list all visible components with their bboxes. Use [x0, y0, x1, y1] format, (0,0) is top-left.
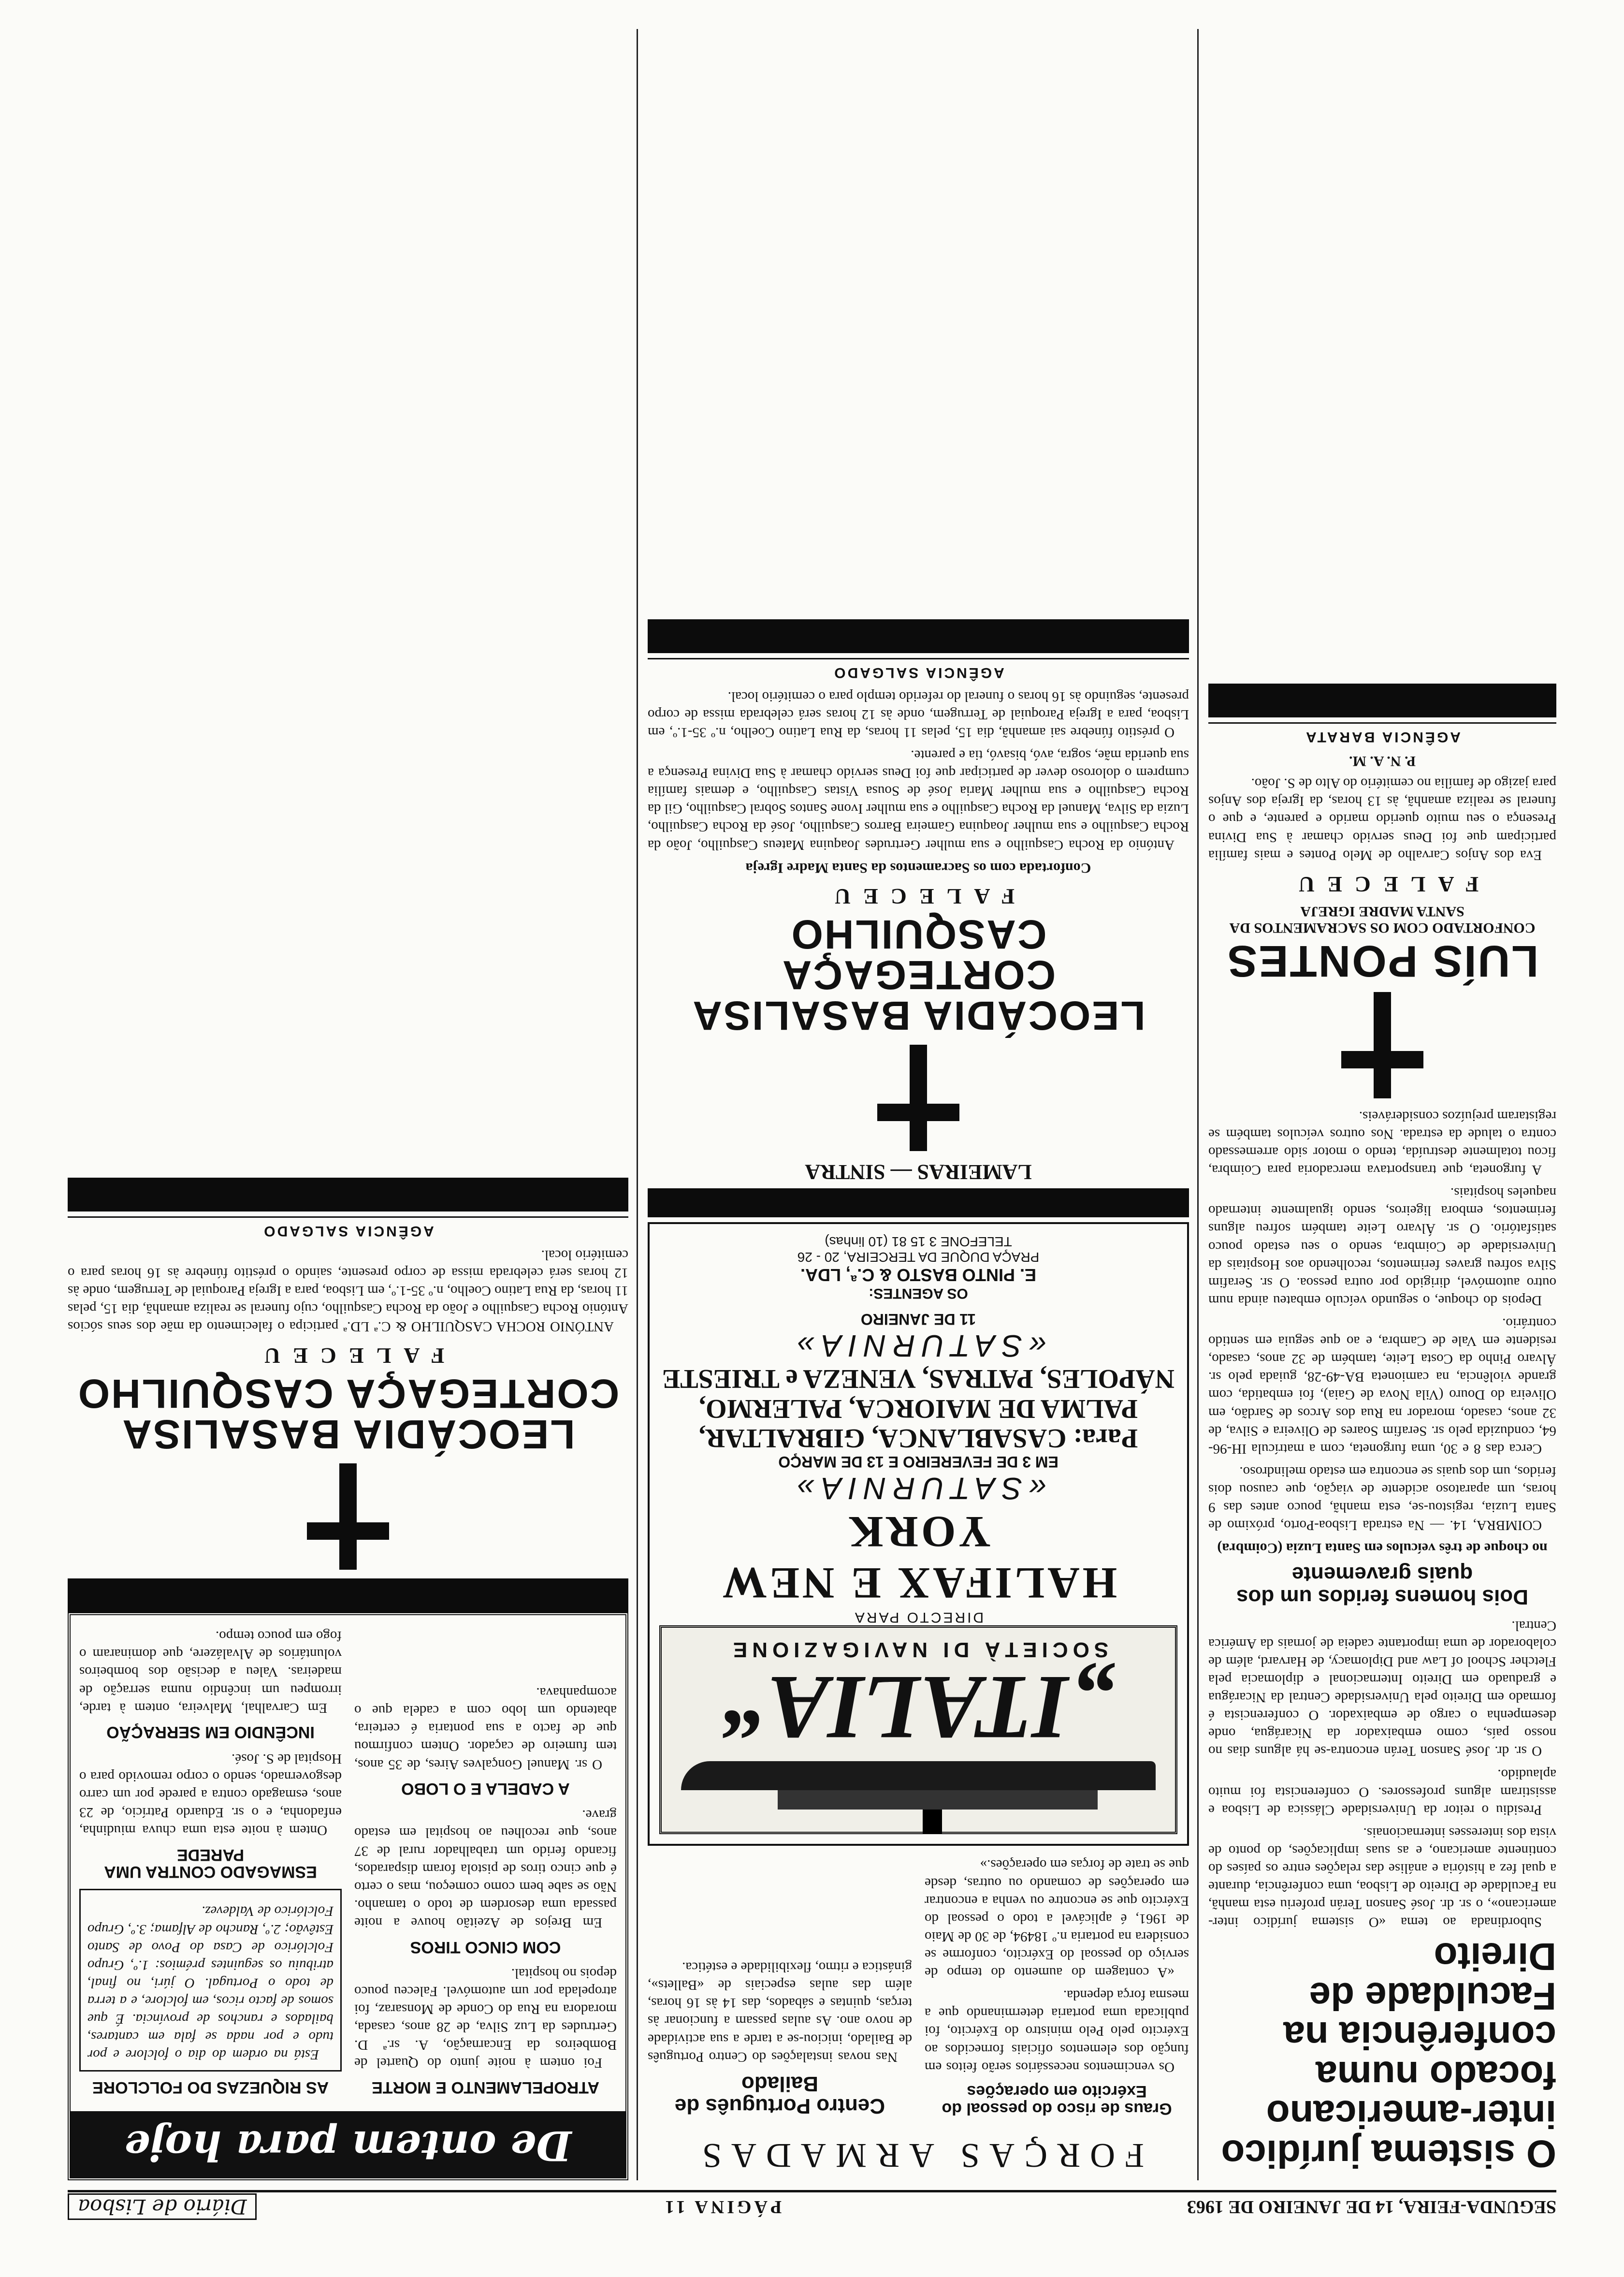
paragraph: COIMBRA, 14. — Na estrada Lisboa-Porto, próximo de Santa Luzia, registou-se, esta manhã, pouco antes das 9 horas, um aparatoso acidente de viação, que causou dois feridos, um dos quais se encontra em estado melindroso.: [1208, 1463, 1556, 1533]
ad-logo-italia: [659, 1625, 1177, 1834]
header-date: SEGUNDA-FEIRA, 14 DE JANEIRO DE 1963: [1187, 2197, 1556, 2217]
paragraph: O sr. Manuel Gonçalves Aires, de 35 anos, tem fumeiro de caçador. Ontem confirmou que de facto a sua pontaria é certeira, abatendo um lobo com a cadela que o acompanhava.: [354, 1685, 617, 1772]
ad-direct: DIRECTO PARA: [853, 1609, 984, 1626]
obituary-subtitle: Confortada com os Sacramentos da Santa Madre Igreja: [745, 860, 1091, 876]
paragraph: Depois do choque, o segundo veículo embateu ainda num outro automóvel, dirigido por outra pessoa. O sr. Serafim Silva sofreu graves ferimentos, recolhendo aos Hospitais da Universidade de Coimbra, sendo o seu estado pouco satisfatório. O sr. Álvaro Leite também sofreu alguns ferimentos, embora ligeiros, sendo igualmente internado naqueles hospitais.: [1208, 1185, 1556, 1308]
cross-icon: [307, 1463, 389, 1570]
obituary-location: LAMEIRAS — SINTRA: [805, 1160, 1032, 1184]
paragraph: Presidiu o reitor da Universidade Clássica de Lisboa e assistiram alguns professores. O conferencista foi muito aplaudido.: [1208, 1766, 1556, 1818]
paragraph: A furgoneta, que transportava mercadoria para Coimbra, ficou totalmente destruída, tendo o motor sido arremessado contra o talude da estrada. Nos outros veículos também se registaram prejuízos consideráveis.: [1208, 1108, 1556, 1178]
ad-agent-phone: TELEFONE 3 15 81 (10 linhas): [825, 1234, 1012, 1249]
obituary-subtitle: CONFORTADO COM OS SACRAMENTOS DA SANTA MADRE IGREJA: [1229, 903, 1536, 936]
roundup-banner: De ontem para hoje: [71, 2111, 625, 2177]
obituary-signature: P. N. A. M.: [1348, 753, 1416, 770]
funeral-agency: AGÊNCIA SALGADO: [68, 1216, 628, 1241]
ship-icon: [681, 1756, 1156, 1814]
section-title-armed-forces: FORÇAS ARMADAS: [692, 2136, 1145, 2175]
ad-agent-address: PRAÇA DUQUE DA TERCEIRA, 20 - 26: [797, 1249, 1040, 1265]
column-3: [68, 29, 628, 2180]
article-collision-body: [1208, 1107, 1556, 1534]
paragraph: Está na ordem do dia o folclore e por tudo e por nada se fala em cantares, bailados e ranchos de província. É que somos de facto ricos, em folclore, e a terra de todo o Portugal. O júri, no final, atribuiu os seguintes prémios: 1.º, Grupo Folclórico de Casa do Povo de Santo Estêvão; 2.º, Rancho de Alfama; 3.º, Grupo Folclórico de Valdevez.: [87, 1903, 334, 2063]
black-bar: [68, 1578, 628, 1612]
header-page-number: PÁGINA 11: [662, 2197, 782, 2217]
paragraph: «A contagem do aumento do tempo de serviço do pessoal do Exército, conforme se considera na portaria n.º 18494, de 30 de Maio de 1961, é aplicável a todo o pessoal do Exército que se encontre ou venha a encontrar em operações de comando ou outras, desde que se trate de forças em operações.»: [925, 1857, 1189, 1981]
obituary-text: António da Rocha Casquilho e sua mulher Gertrudes Joaquina Mateus Casquilho, João da Rocha Casquilho e sua mulher Joaquina Gameira Barros Casquilho, José da Rocha Casquilho, Luzia da Silva, Manuel da Rocha Casquilho e sua mulher Ivone Santos Sobral Casquilho, Gil da Rocha Casquilho e sua mulher Maria José de Sousa Vistas Casquilho, e demais família cumprem o doloroso dever de participar que foi Deus servido chamar à Sua Divina Presença a sua querida mãe, sogra, avó, bisavó, tia e parente.: [648, 747, 1189, 853]
paragraph: Cerca das 8 e 30, uma furgoneta, com a matrícula IH-96-64, conduzida pelo sr. Serafim Soares de Oliveira e Silva, de 32 anos, casado, morador na Rua dos Arcos de Sardão, em Oliveira do Douro (Vila Nova de Gaia), foi embatida, com grande violência, na camioneta BA-49-28, guiada pelo sr. Álvaro Pinho da Costa Leite, também de 32 anos, casado, residente em Vale de Cambra, e ao que seguia em sentido contrário.: [1208, 1315, 1556, 1457]
headline-esmagado: ESMAGADO CONTRA UMA PAREDE: [104, 1845, 317, 1882]
ad-logo-text: „ITALIA“: [722, 1657, 1115, 1759]
news-roundup-box: [68, 1612, 628, 2180]
column-rule: [637, 29, 638, 2180]
obituary-text: Eva dos Anjos Carvalho de Melo Pontes e mais família participam que foi Deus servido chamar à Sua Divina Presença o seu muito querido marido e parente, e que o funeral se realiza amanhã, às 13 horas, da Igreja dos Anjos para jazigo de família no cemitério do Alto de S. João.: [1208, 775, 1556, 863]
folclore-box: [79, 1889, 342, 2072]
column-rule: [1197, 29, 1199, 2180]
headline-atropelamento: ATROPELAMENTO E MORTE: [372, 2078, 599, 2097]
subheadline-collision: no choque de três veículos em Santa Luzia (Coimbra): [1217, 1540, 1548, 1557]
funeral-agency: AGÊNCIA SALGADO: [648, 658, 1189, 683]
headline-incendio: INCÊNDIO EM SERRAÇÃO: [106, 1723, 315, 1742]
column-2: [648, 29, 1189, 2180]
obituary-text: ANTÓNIO ROCHA CASQUILHO & C.ª LD.ª participa o falecimento da mãe dos seus sócios António Rocha Casquilho e João da Rocha Casquilho, cujo funeral se realiza amanhã, dia 15, pelas 11 horas, da Rua Latino Coelho, n.º 35-1.º, em Lisboa, para a Igreja Paroquial de Terrugem, onde às 12 horas será celebrada missa de corpo presente, saindo o préstito fúnebre às 16 horas para o cemitério local.: [68, 1247, 628, 1335]
obituary-name: LUÍS PONTES: [1226, 936, 1539, 986]
page-header: [68, 2190, 1556, 2221]
ad-agent-name: E. PINTO BASTO & C.ª, LDA.: [800, 1265, 1037, 1285]
black-bar: [648, 619, 1189, 653]
ad-ports: Para: CASABLANCA, GIBRALTAR, PALMA DE MAIORCA, PALERMO, NÁPOLES, PATRAS, VENEZA e TRIESTE: [662, 1364, 1175, 1454]
masthead-logo: Diário de Lisboa: [68, 2194, 257, 2220]
paragraph: Os vencimentos necessários serão feitos em função dos elementos oficiais fornecidos ao Exército pelo Pelo ministro do Exército, foi publicada uma portaria determinando que a mesma força dependa.: [925, 1987, 1189, 2075]
column-1: [1208, 29, 1556, 2180]
paragraph: Subordinada ao tema «O sistema jurídico inter-americano», o sr. dr. José Sanson Terán proferiu esta manhã, na Faculdade de Direito de Lisboa, uma conferência, durante a qual fez a história e análise das relações entre os países do continente americano, e as suas implicações, do ponto de vista dos interesses internacionais.: [1208, 1825, 1556, 1930]
headline-ballet-centre: Centro Português de Bailado: [674, 2072, 885, 2118]
ad-company: SOCIETÀ DI NAVIGAZIONE: [728, 1638, 1109, 1662]
paragraph: Em Carvalhal, Malveira, ontem à tarde, irrompeu um incêndio numa serração de madeiras. Valeu a decisão dos bombeiros voluntários de Alvalázere, que dominaram o fogo em pouco tempo.: [79, 1628, 342, 1716]
article-juridical-body: [1208, 1617, 1556, 1931]
headline-risk-grades: Graus de risco do pessoal do Exército em operações: [942, 2082, 1172, 2118]
paragraph: Foi ontem à noite junto do Quartel de Bombeiros da Encarnação, A. sr.ª D. Gertrudes da Luz Silva, de 28 anos, casada, moradora na Rua do Conde de Monsaraz, foi atropelada por um automóvel. Faleceu pouco depois no hospital.: [354, 1965, 617, 2071]
headline-juridical-system: O sistema jurídico inter-americano focado numa conferência na Faculdade de Direito: [1221, 1935, 1556, 2175]
black-bar: [648, 1188, 1189, 1217]
ad-agents-label: OS AGENTES:: [869, 1285, 968, 1301]
shipping-advertisement: [648, 1222, 1189, 1846]
ad-ship-name: «SATURNIA»: [790, 1471, 1047, 1506]
ad-destination: HALIFAX E NEW YORK: [719, 1507, 1117, 1608]
black-bar: [68, 1178, 628, 1211]
headline-folclore: AS RIQUEZAS DO FOLCLORE: [92, 2078, 329, 2097]
black-bar: [1208, 684, 1556, 717]
obituary-faleceu: FALECEU: [1286, 872, 1479, 897]
ad-dates: EM 3 DE FEVEREIRO E 13 DE MARÇO: [778, 1453, 1058, 1471]
headline-cadela-lobo: A CADELA E O LOBO: [401, 1780, 570, 1798]
paragraph: O sr. dr. José Sanson Terán encontra-se há alguns dias no nosso país, como embaixador da Nicarágua, onde desempenha o cargo de embaixador. O conferencista é formado em Direito pela Universidade Central da Nicarágua e graduado em Direito Internacional e diplomacia pela Fletcher School of Law and Diplomacy, de Harvard, além de colaborador de uma importante cadeia de jornais da América Central.: [1208, 1618, 1556, 1759]
obituary-name: LEOCÁDIA BASALISA CORTEGAÇA CASQUILHO: [691, 911, 1146, 1038]
headline-injured: Dois homens feridos um dos quais gravemente: [1236, 1562, 1528, 1609]
funeral-agency: AGÊNCIA BARATA: [1208, 722, 1556, 747]
paragraph: Nas novas instalações do Centro Português de Bailado, iniciou-se a tarde a sua actividade de novo ano. As aulas passam a funcionar às terças, quintas e sábados, das 14 às 16 horas, além das aulas especiais de «Ballets», ginástica e ritmo, flexibilidade e estética.: [648, 1959, 912, 2065]
cross-icon: [1341, 992, 1423, 1098]
ad-ship-name-2: «SATURNIA»: [790, 1328, 1047, 1363]
obituary-funeral-text: O préstito fúnebre sai amanhã, dia 15, pelas 11 horas, da Rua Latino Coelho, n.º 35-1.º, em Lisboa, para a Igreja Paroquial de Terrugem, onde às 12 horas será celebrada missa de corpo presente, seguindo às 16 horas o funeral do referido templo para o cemitério local.: [648, 688, 1189, 740]
paragraph: Em Brejos de Azeitão houve a noite passada uma desordem de todo o tamanho. Não se sabe bem como começou, mas o certo é que cinco tiros de pistola foram disparados, ficando ferido um trabalhador rural de 37 anos, que recolheu ao hospital em estado grave.: [354, 1807, 617, 1930]
obituary-faleceu: FALECEU: [822, 884, 1015, 909]
paragraph: Ontem à noite esta uma chuva miudinha, enfadonha, e o sr. Eduardo Patrício, de 23 anos, esmagado contra a parede por um carro desgovernado, sendo o corpo removido para o Hospital de S. José.: [79, 1751, 342, 1838]
cross-icon: [877, 1045, 959, 1151]
headline-cinco-tiros: COM CINCO TIROS: [410, 1938, 561, 1956]
armed-forces-columns: [648, 1851, 1189, 2126]
obituary-faleceu: FALECEU: [251, 1343, 445, 1369]
ad-date-2: 11 DE JANEIRO: [860, 1310, 976, 1328]
obituary-name: LEOCÁDIA BASALISA CORTEGAÇA CASQUILHO: [76, 1371, 620, 1458]
